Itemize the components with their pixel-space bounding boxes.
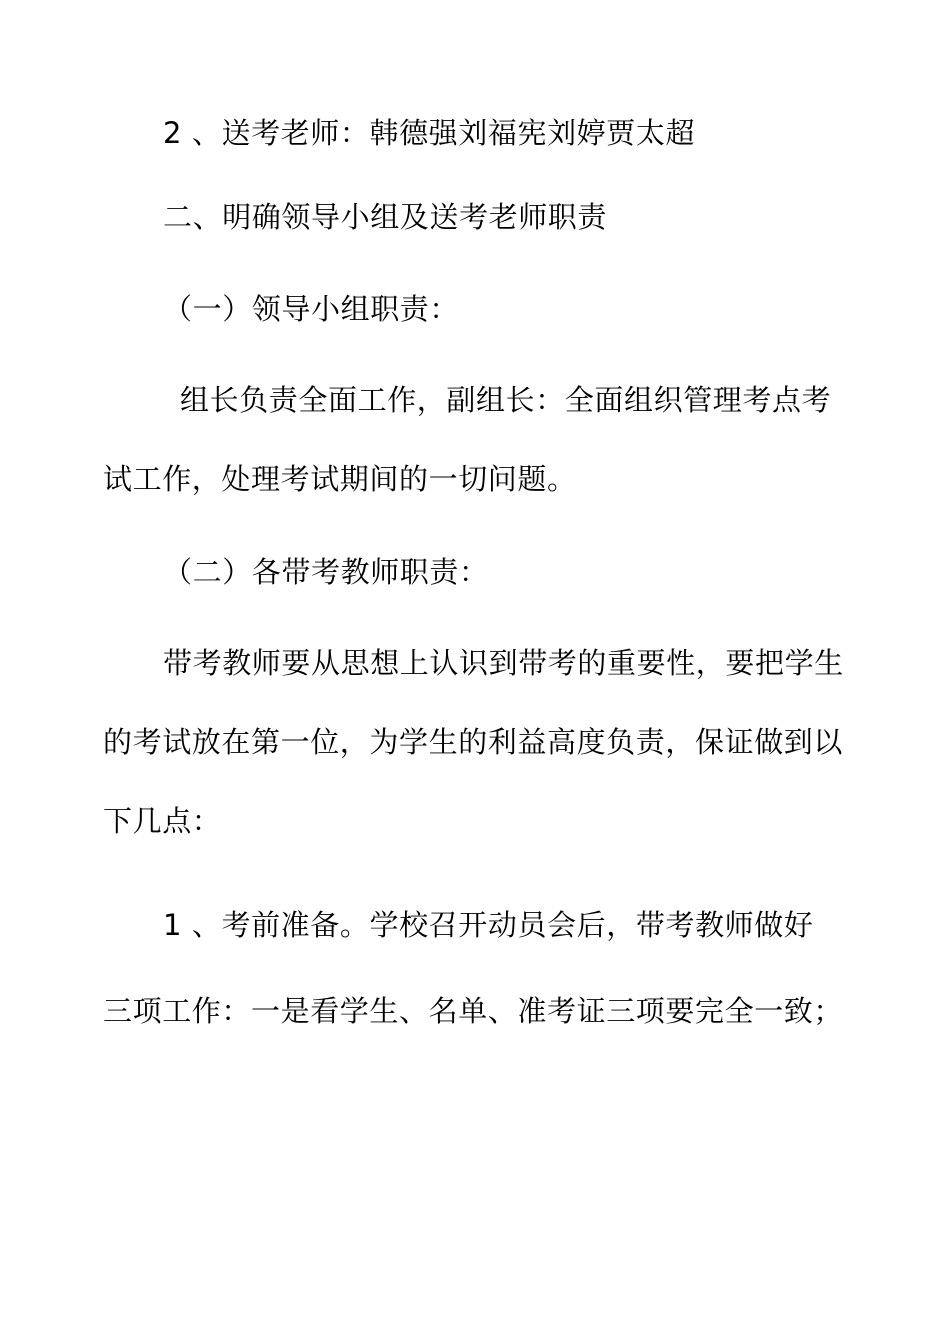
paragraph-teacher-line-3: 下几点： — [103, 804, 222, 838]
paragraph-teacher-line-1: 带考教师要从思想上认识到带考的重要性，要把学生 — [163, 646, 844, 680]
paragraph-teacher-line-2: 的考试放在第一位，为学生的利益高度负责，保证做到以 — [103, 725, 844, 759]
paragraph-leadership-line-1: 组长负责全面工作，副组长：全面组织管理考点考 — [180, 383, 832, 417]
paragraph-preparation-line-2: 三项工作：一是看学生、名单、准考证三项要完全一致； — [103, 994, 844, 1028]
text-line-teachers: 2 、送考老师：韩德强刘福宪刘婷贾太超 — [163, 116, 696, 150]
paragraph-leadership-line-2: 试工作，处理考试期间的一切问题。 — [103, 462, 577, 496]
paragraph-preparation-line-1: 1 、考前准备。学校召开动员会后，带考教师做好 — [163, 908, 814, 942]
subheading-leadership-duties: （一）领导小组职责： — [163, 292, 460, 326]
section-heading-duties: 二、明确领导小组及送考老师职责 — [163, 200, 608, 234]
subheading-teacher-duties: （二）各带考教师职责： — [163, 555, 489, 589]
